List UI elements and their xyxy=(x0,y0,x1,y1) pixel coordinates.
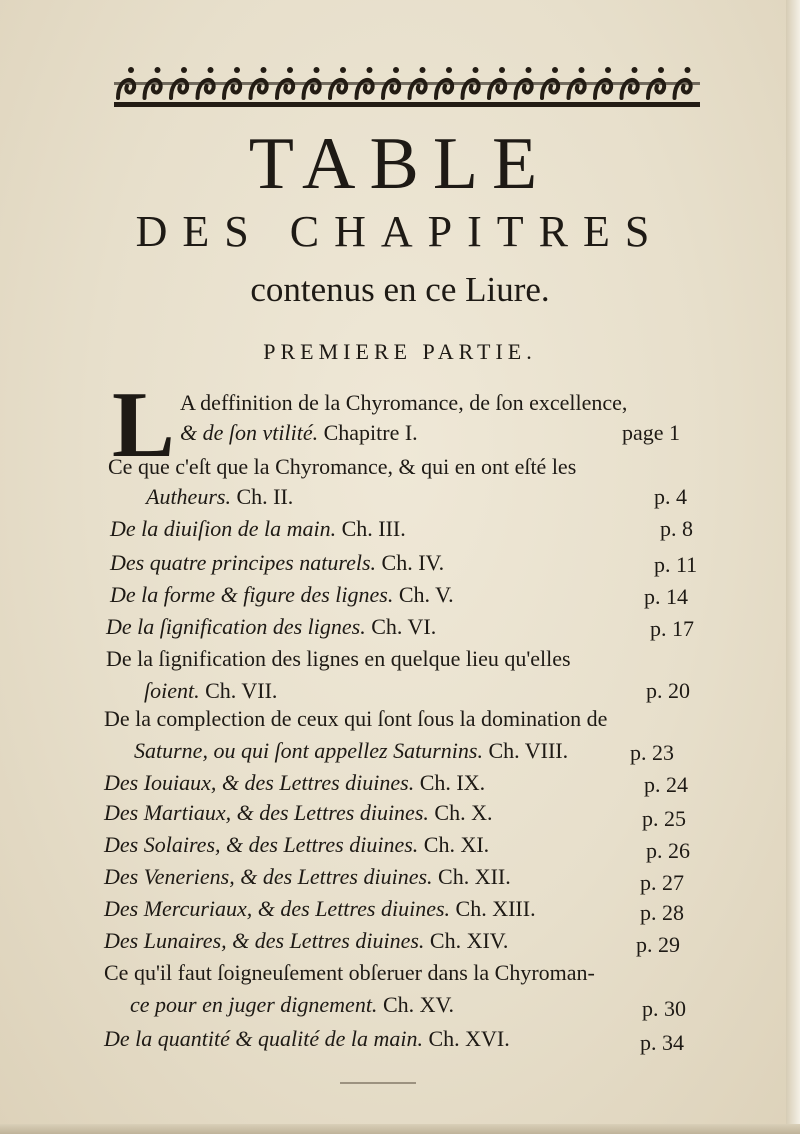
ornament-dot xyxy=(393,67,399,73)
ornament-dot xyxy=(499,67,505,73)
toc-entry-5-page: p. 14 xyxy=(644,584,688,609)
toc-entry-14-page: p. 29 xyxy=(636,932,680,957)
ornament-scroll xyxy=(304,80,320,98)
ornament-scroll xyxy=(648,80,664,98)
ornament-scroll xyxy=(516,80,532,98)
toc-entry-15-chapter: Ch. XV. xyxy=(382,992,455,1017)
toc-entry-2-chapter: Ch. II. xyxy=(236,484,294,509)
ornament-dot xyxy=(208,67,214,73)
toc-entry-11-chapter: Ch. XI. xyxy=(423,832,490,857)
ornament-scroll xyxy=(463,80,479,98)
toc-entry-2-line1: Ce que c'eſt que la Chyromance, & qui en ont eſté les xyxy=(108,454,577,479)
toc-entry-10-chapter: Ch. X. xyxy=(434,800,493,825)
toc-entry-1-page: page 1 xyxy=(622,420,681,445)
ornament-dot xyxy=(340,67,346,73)
toc-entry-16-title: De la quantité & qualité de la main. xyxy=(104,1026,423,1051)
ornament-scroll xyxy=(118,80,134,98)
ornament-dot xyxy=(420,67,426,73)
toc-entry-15-page: p. 30 xyxy=(642,996,686,1021)
toc-entry-9-page: p. 24 xyxy=(644,772,688,797)
ornament-dot xyxy=(234,67,240,73)
toc-entry-12-title: Des Veneriens, & des Lettres diuines. xyxy=(104,864,433,889)
toc-entry-8-chapter: Ch. VIII. xyxy=(488,738,569,763)
ornament-dot xyxy=(287,67,293,73)
ornament-scroll xyxy=(145,80,161,98)
toc-entry-3-page: p. 8 xyxy=(660,516,693,541)
toc-entry-6-page: p. 17 xyxy=(650,616,694,641)
ornament-dot xyxy=(473,67,479,73)
toc-entry-13-page: p. 28 xyxy=(640,900,684,925)
toc-entry-6-chapter: Ch. VI. xyxy=(371,614,437,639)
page-title: TABLE xyxy=(248,123,552,205)
ornament-scroll xyxy=(410,80,426,98)
toc-entry-3-title: De la diuiſion de la main. xyxy=(110,516,337,541)
toc-entry-10-page: p. 25 xyxy=(642,806,686,831)
toc-entry-3-chapter: Ch. III. xyxy=(341,516,406,541)
toc-entry-5-title: De la forme & figure des lignes. xyxy=(110,582,394,607)
ornament-scroll xyxy=(622,80,638,98)
toc-entry-13-chapter: Ch. XIII. xyxy=(455,896,536,921)
toc-entry-14-title: Des Lunaires, & des Lettres diuines. xyxy=(104,928,425,953)
toc-entry-4-title: Des quatre principes naturels. xyxy=(110,550,377,575)
ornament-dot xyxy=(552,67,558,73)
ornament-scroll xyxy=(277,80,293,98)
toc-entry-4-page: p. 11 xyxy=(654,552,698,577)
ornament-dot xyxy=(261,67,267,73)
toc-entry-10 xyxy=(104,798,492,828)
ornament-dot xyxy=(685,67,691,73)
toc-entry-7-line2 xyxy=(144,676,277,706)
ornament-scroll xyxy=(330,80,346,98)
toc-entry-2-line2 xyxy=(146,482,293,512)
ornament-scroll xyxy=(198,80,214,98)
toc-entry-8-page: p. 23 xyxy=(630,740,674,765)
ornament-dot xyxy=(155,67,161,73)
toc-entry-6-title: De la ſignification des lignes. xyxy=(106,614,366,639)
toc-entry-14-chapter: Ch. XIV. xyxy=(429,928,509,953)
ornament-dot xyxy=(181,67,187,73)
toc-entry-11-title: Des Solaires, & des Lettres diuines. xyxy=(104,832,419,857)
toc-entry-10-title: Des Martiaux, & des Lettres diuines. xyxy=(104,800,429,825)
toc-entry-15-title-cont: ce pour en juger dignement. xyxy=(130,992,378,1017)
ornament-dot xyxy=(579,67,585,73)
toc-entry-11-page: p. 26 xyxy=(646,838,690,863)
ornament-scroll xyxy=(171,80,187,98)
toc-entry-13-title: Des Mercuriaux, & des Lettres diuines. xyxy=(104,896,451,921)
toc-entry-1-line2 xyxy=(180,418,418,448)
ornament-scroll xyxy=(383,80,399,98)
toc-entry-1-chapter: Chapitre I. xyxy=(323,420,418,445)
drop-cap: L xyxy=(112,373,175,477)
toc-entry-7-title-cont: ſoient. xyxy=(144,678,200,703)
toc-entry-4-chapter: Ch. IV. xyxy=(381,550,445,575)
toc-entry-15-line1: Ce qu'il faut ſoigneuſement obſeruer dans la Chyroman- xyxy=(104,960,595,985)
ornament-dot xyxy=(314,67,320,73)
toc-entry-15-line2 xyxy=(130,990,454,1020)
page-subtitle-secondary: contenus en ce Liure. xyxy=(250,270,550,309)
toc-entry-7-page: p. 20 xyxy=(646,678,690,703)
ornament-scroll xyxy=(436,80,452,98)
ornament-dot xyxy=(632,67,638,73)
ornament-scroll xyxy=(224,80,240,98)
ornament-dot xyxy=(658,67,664,73)
toc-entry-5 xyxy=(110,580,454,610)
ornament-scroll xyxy=(251,80,267,98)
ornament-scroll xyxy=(357,80,373,98)
ornament-scroll xyxy=(489,80,505,98)
toc-entry-8-title-cont: Saturne, ou qui ſont appellez Saturnins. xyxy=(134,738,483,763)
toc-entry-1-line1: A deffinition de la Chyromance, de ſon excellence, xyxy=(180,390,628,415)
toc-entry-9-chapter: Ch. IX. xyxy=(419,770,486,795)
toc-entry-11 xyxy=(104,830,489,860)
toc-entry-16 xyxy=(104,1024,510,1054)
ornament-scroll xyxy=(595,80,611,98)
ornament-dot xyxy=(526,67,532,73)
ornamental-headpiece xyxy=(110,62,704,112)
ornament-dot xyxy=(605,67,611,73)
ornament-dot xyxy=(128,67,134,73)
toc-entry-4 xyxy=(110,548,444,578)
toc-entry-6 xyxy=(106,612,436,642)
toc-entry-16-chapter: Ch. XVI. xyxy=(428,1026,510,1051)
ornament-dot xyxy=(367,67,373,73)
toc-entry-13 xyxy=(104,894,536,924)
toc-entry-12 xyxy=(104,862,511,892)
toc-entry-2-page: p. 4 xyxy=(654,484,687,509)
toc-entry-16-page: p. 34 xyxy=(640,1030,684,1055)
ornament-dot xyxy=(446,67,452,73)
toc-entry-2-title-cont: Autheurs. xyxy=(146,484,231,509)
footer-rule xyxy=(340,1082,416,1084)
toc-entry-5-chapter: Ch. V. xyxy=(398,582,454,607)
toc-entry-7-line1: De la ſignification des lignes en quelque lieu qu'elles xyxy=(106,646,571,671)
toc-entry-7-chapter: Ch. VII. xyxy=(205,678,278,703)
toc-entry-3 xyxy=(110,514,406,544)
ornament-scroll xyxy=(675,80,691,98)
page-subtitle: DES CHAPITRES xyxy=(135,207,665,256)
toc-entry-14 xyxy=(104,926,508,956)
toc-entry-8-line2 xyxy=(134,736,568,766)
toc-entry-12-page: p. 27 xyxy=(640,870,684,895)
page-edge-bottom xyxy=(0,1124,800,1134)
ornament-scroll xyxy=(569,80,585,98)
toc-entry-1-title-cont: & de ſon vtilité. xyxy=(180,420,319,445)
toc-entry-8-line1: De la complection de ceux qui ſont ſous la domination de xyxy=(104,706,608,731)
toc-entry-12-chapter: Ch. XII. xyxy=(438,864,511,889)
ornament-scroll xyxy=(542,80,558,98)
part-heading: PREMIERE PARTIE. xyxy=(263,339,537,364)
toc-entry-9-title: Des Iouiaux, & des Lettres diuines. xyxy=(104,770,415,795)
toc-entry-9 xyxy=(104,768,485,798)
